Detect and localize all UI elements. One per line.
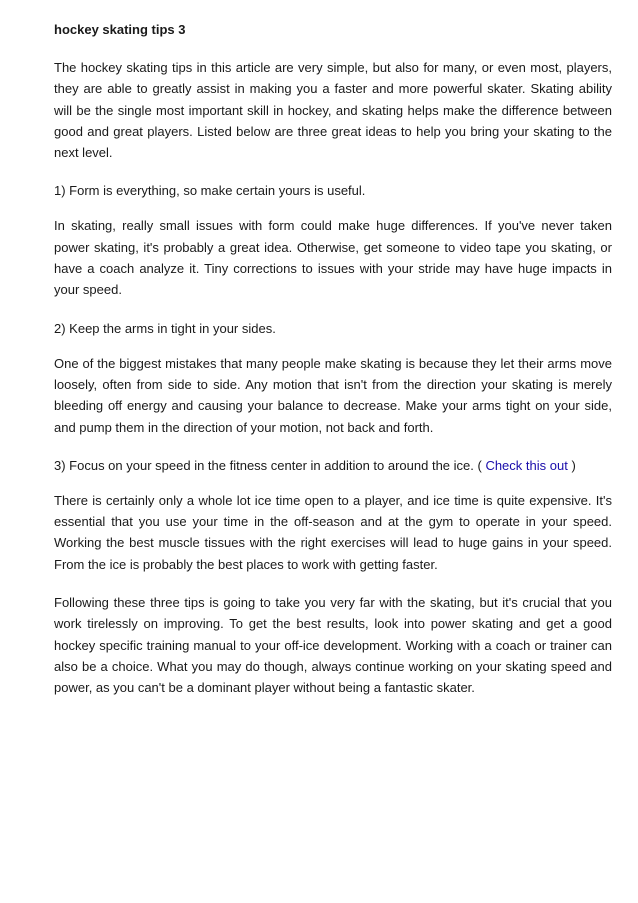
intro-paragraph: The hockey skating tips in this article are very simple, but also for many, or even most, players, they are able to greatly assist in making you a faster and more powerful skater. Skating ability will be the single most important skill in hockey, and skating helps make the difference between good and great players. Listed below are three great ideas to help you bring your skating to the next level. — [54, 60, 612, 161]
tip2-heading: 2) Keep the arms in tight in your sides. — [54, 320, 276, 336]
tip3-paragraph: There is certainly only a whole lot ice time open to a player, and ice time is quite expensive. It's essential that you use your time in the off-season and at the gym to operate in your speed. Working the best muscle tissues with the right exercises will lead to huge gains in your speed. From the ice is probably the best places to work with getting faster. — [54, 492, 612, 572]
tip1-paragraph: In skating, really small issues with form could make huge differences. If you've never taken power skating, it's probably a great idea. Otherwise, get someone to video tape you skating, or have a coach analyze it. Tiny corrections to issues with your stride may have huge impacts in your speed. — [54, 218, 612, 298]
check-this-out-link[interactable]: Check this out — [485, 457, 568, 473]
tip3-heading-suffix: ) — [571, 457, 576, 473]
tip3-heading — [54, 455, 612, 476]
tip3-heading-prefix: 3) Focus on your speed in the fitness center in addition to around the ice. ( — [54, 457, 482, 473]
conclusion-paragraph: Following these three tips is going to take you very far with the skating, but it's crucial that you work tirelessly on improving. To get the best results, look into power skating and get a good hockey specific training manual to your off-ice development. Working with a coach or trainer can also be a choice. What you may do though, always continue working on your skating speed and power, as you can't be a dominant player without being a fantastic skater. — [54, 595, 612, 696]
document-title: hockey skating tips 3 — [54, 22, 186, 37]
tip1-heading: 1) Form is everything, so make certain yours is useful. — [54, 183, 366, 199]
tip2-paragraph: One of the biggest mistakes that many people make skating is because they let their arms move loosely, often from side to side. Any motion that isn't from the direction your skating is merely bleeding off energy and causing your balance to decrease. Make your arms tight on your side, and pump them in the direction of your motion, not back and forth. — [54, 355, 612, 435]
